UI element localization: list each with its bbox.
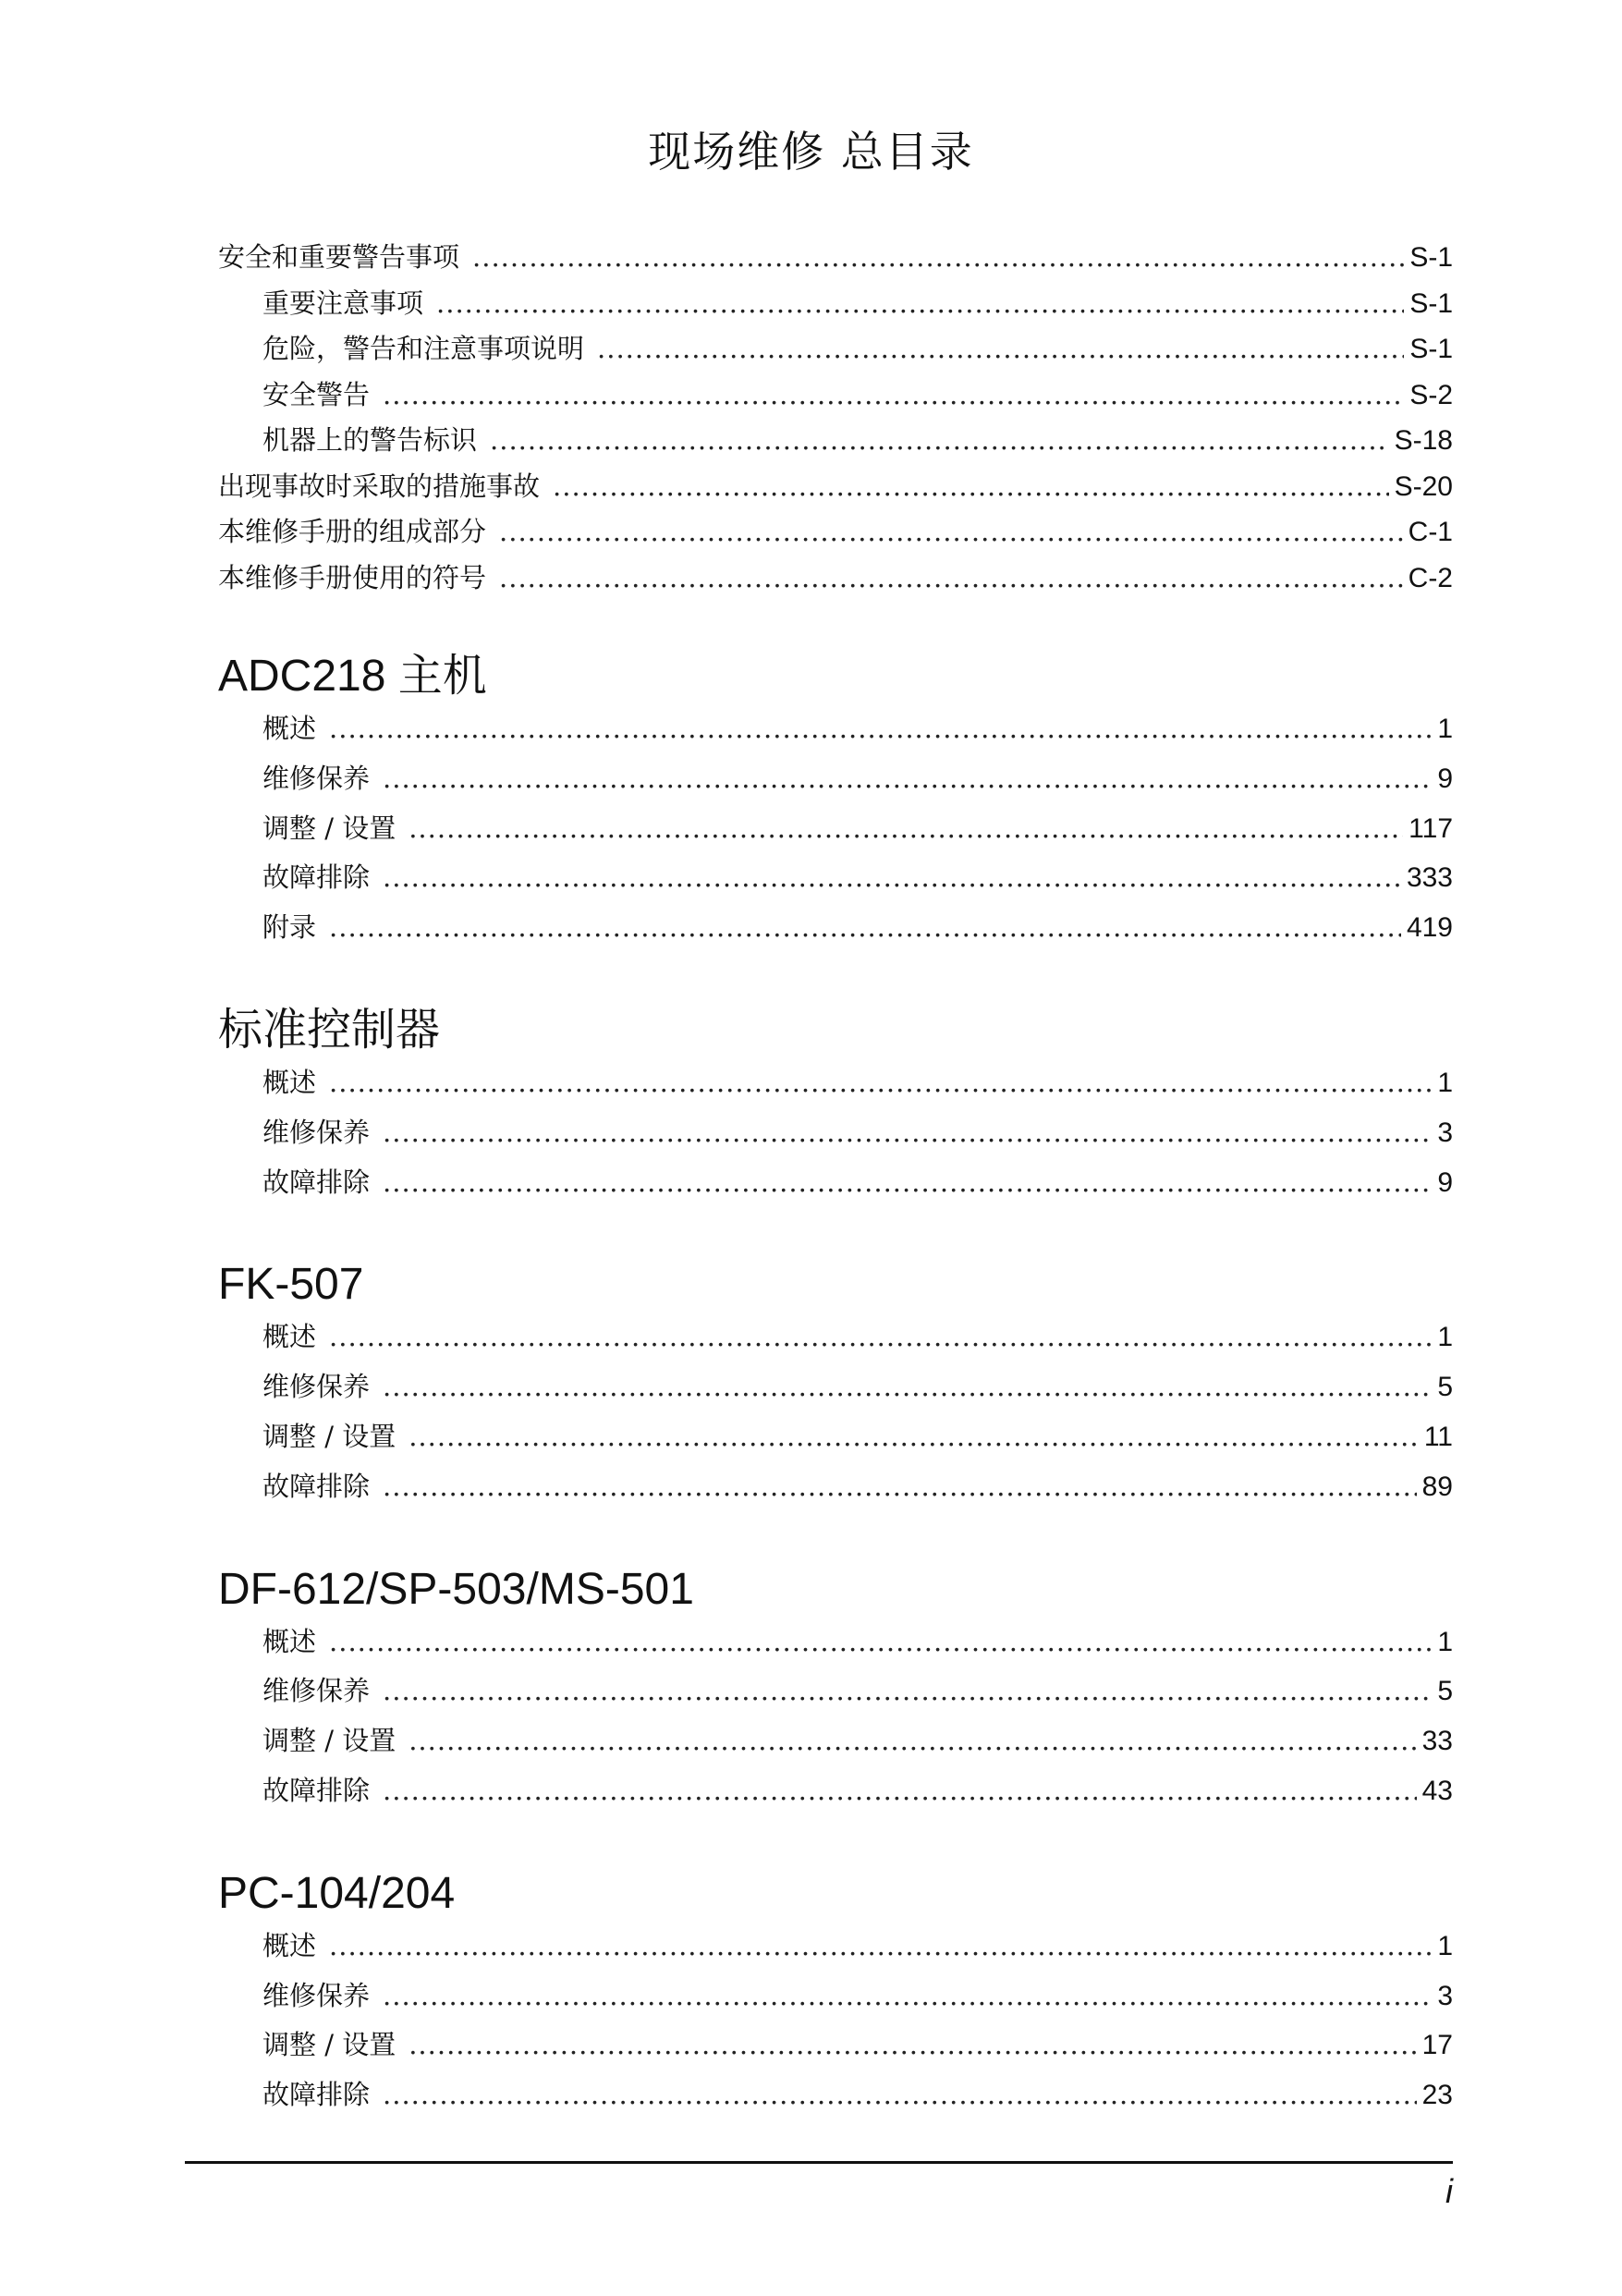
toc-entry-label: 维修保养 [262, 1675, 371, 1707]
toc-entry-page: 5 [1437, 1676, 1453, 1707]
toc-section [218, 1003, 1453, 1211]
dot-leader [329, 1321, 1432, 1352]
toc-entry[interactable] [218, 1366, 1453, 1416]
toc-entry[interactable] [218, 328, 1453, 374]
toc-entry-label: 安全和重要警告事项 [218, 241, 460, 273]
dot-leader [383, 1371, 1432, 1402]
dot-leader [409, 1421, 1419, 1452]
dot-leader [383, 763, 1432, 794]
front-matter-toc [218, 237, 1453, 603]
toc-entry-label: 故障排除 [262, 2079, 371, 2111]
toc-entry[interactable] [218, 237, 1453, 283]
toc-entry[interactable] [218, 1770, 1453, 1820]
toc-entry-label: 安全警告 [262, 378, 371, 410]
page-title: 现场维修 总目录 [648, 127, 974, 177]
toc-entry-label: 调整 / 设置 [262, 1725, 396, 1757]
toc-entry-label: 故障排除 [262, 1470, 371, 1502]
dot-leader [499, 516, 1403, 547]
section-heading[interactable]: ADC218 主机 [218, 652, 487, 701]
toc-entry-label: 出现事故时采取的措施事故 [218, 470, 541, 502]
toc-section [218, 1866, 1453, 2124]
toc-entry-label: 概述 [262, 1066, 317, 1098]
toc-entry[interactable] [218, 1670, 1453, 1720]
toc-entry[interactable] [218, 1316, 1453, 1366]
toc-entry-page: 3 [1437, 1117, 1453, 1148]
toc-section [218, 1257, 1453, 1515]
toc-entry-page: 9 [1437, 763, 1453, 794]
toc-entry-label: 维修保养 [262, 1116, 371, 1148]
toc-entry-page: S-1 [1409, 334, 1453, 364]
dot-leader [383, 861, 1401, 893]
toc-entry-page: 89 [1421, 1471, 1453, 1502]
toc-entry[interactable] [218, 1416, 1453, 1466]
toc-entry-page: 419 [1406, 912, 1453, 944]
toc-entry-page: 11 [1423, 1421, 1453, 1452]
toc-entry-label: 维修保养 [262, 1371, 371, 1403]
toc-entry[interactable] [218, 808, 1453, 858]
toc-entry-page: C-2 [1408, 562, 1453, 593]
toc-entry[interactable] [218, 2024, 1453, 2074]
toc-entry-label: 本维修手册的组成部分 [218, 516, 487, 547]
toc-entry[interactable] [218, 708, 1453, 758]
section-toc [218, 649, 1453, 2124]
dot-leader [597, 333, 1404, 364]
toc-entry-label: 本维修手册使用的符号 [218, 561, 487, 593]
toc-entry[interactable] [218, 511, 1453, 557]
toc-entry-page: C-1 [1408, 517, 1453, 547]
toc-entry-page: 5 [1437, 1372, 1453, 1403]
toc-entry-page: 9 [1437, 1166, 1453, 1198]
toc-entry[interactable] [218, 1975, 1453, 2025]
dot-leader [409, 812, 1403, 844]
toc-entry-page: 1 [1437, 1322, 1453, 1353]
toc-entry-label: 故障排除 [262, 1774, 371, 1806]
toc-section [218, 1562, 1453, 1820]
toc-entry-page: 1 [1437, 714, 1453, 744]
toc-entry-label: 概述 [262, 1321, 317, 1353]
dot-leader [383, 1980, 1432, 2011]
toc-entry[interactable] [218, 466, 1453, 512]
dot-leader [329, 911, 1401, 943]
dot-leader [499, 562, 1403, 593]
dot-leader [409, 1725, 1416, 1756]
dot-leader [329, 1626, 1432, 1657]
dot-leader [436, 287, 1404, 319]
toc-entry-label: 概述 [262, 713, 317, 744]
toc-section [218, 649, 1453, 957]
dot-leader [329, 1067, 1432, 1098]
toc-entry-label: 维修保养 [262, 1979, 371, 2011]
toc-entry-page: S-1 [1409, 242, 1453, 273]
toc-entry[interactable] [218, 1925, 1453, 1975]
toc-entry-page: 17 [1421, 2030, 1453, 2061]
toc-entry-page: 33 [1421, 1726, 1453, 1757]
toc-entry-label: 维修保养 [262, 762, 371, 794]
section-heading[interactable]: DF-612/SP-503/MS-501 [218, 1564, 694, 1614]
toc-entry-page: 1 [1437, 1930, 1453, 1961]
toc-entry[interactable] [218, 420, 1453, 466]
toc-entry-page: 3 [1437, 1980, 1453, 2011]
dot-leader [490, 424, 1389, 456]
section-heading[interactable]: FK-507 [218, 1260, 364, 1310]
dot-leader [409, 2029, 1416, 2060]
footer-rule [185, 2161, 1453, 2164]
toc-entry-page: S-18 [1394, 425, 1453, 456]
toc-entry[interactable] [218, 907, 1453, 957]
toc-entry-label: 调整 / 设置 [262, 812, 396, 844]
toc-entry[interactable] [218, 857, 1453, 907]
section-heading[interactable]: 标准控制器 [218, 1005, 441, 1055]
toc-entry[interactable] [218, 1062, 1453, 1112]
toc-entry-page: 117 [1409, 812, 1453, 844]
toc-entry[interactable] [218, 1112, 1453, 1162]
dot-leader [383, 1675, 1432, 1706]
toc-entry[interactable] [218, 1466, 1453, 1516]
toc-entry-label: 重要注意事项 [262, 287, 424, 319]
dot-leader [472, 241, 1404, 273]
dot-leader [383, 1117, 1432, 1148]
toc-entry-label: 调整 / 设置 [262, 2029, 396, 2061]
toc-entry-label: 危险，警告和注意事项说明 [262, 333, 585, 364]
toc-entry-page: 43 [1421, 1775, 1453, 1806]
dot-leader [329, 713, 1432, 744]
toc-entry-label: 故障排除 [262, 1166, 371, 1198]
toc-entry-label: 故障排除 [262, 861, 371, 894]
dot-leader [329, 1930, 1432, 1961]
toc-entry[interactable] [218, 2074, 1453, 2124]
dot-leader [383, 1775, 1417, 1806]
toc-entry[interactable] [218, 1720, 1453, 1770]
dot-leader [383, 1166, 1432, 1198]
section-heading[interactable]: PC-104/204 [218, 1868, 456, 1918]
toc-entry[interactable] [218, 758, 1453, 808]
toc-entry-page: S-1 [1409, 287, 1453, 319]
dot-leader [383, 1471, 1417, 1502]
dot-leader [553, 470, 1389, 502]
toc-entry-label: 概述 [262, 1625, 317, 1657]
toc-entry-label: 机器上的警告标识 [262, 424, 478, 456]
toc-entry-label: 附录 [262, 911, 317, 944]
toc-entry[interactable] [218, 374, 1453, 421]
toc-entry-page: 333 [1406, 862, 1453, 894]
toc-entry-page: 23 [1421, 2080, 1453, 2111]
toc-entry-label: 概述 [262, 1929, 317, 1961]
toc-entry-page: 1 [1437, 1626, 1453, 1657]
toc-entry-label: 调整 / 设置 [262, 1420, 396, 1452]
toc-entry-page: S-20 [1394, 470, 1453, 502]
toc-entry[interactable] [218, 557, 1453, 604]
toc-entry-page: 1 [1437, 1067, 1453, 1098]
page-number: i [1445, 2172, 1453, 2210]
toc-entry[interactable] [218, 1621, 1453, 1671]
dot-leader [383, 379, 1404, 410]
toc-entry-page: S-2 [1409, 379, 1453, 410]
toc-entry[interactable] [218, 1162, 1453, 1212]
toc-entry[interactable] [218, 283, 1453, 329]
dot-leader [383, 2079, 1417, 2110]
